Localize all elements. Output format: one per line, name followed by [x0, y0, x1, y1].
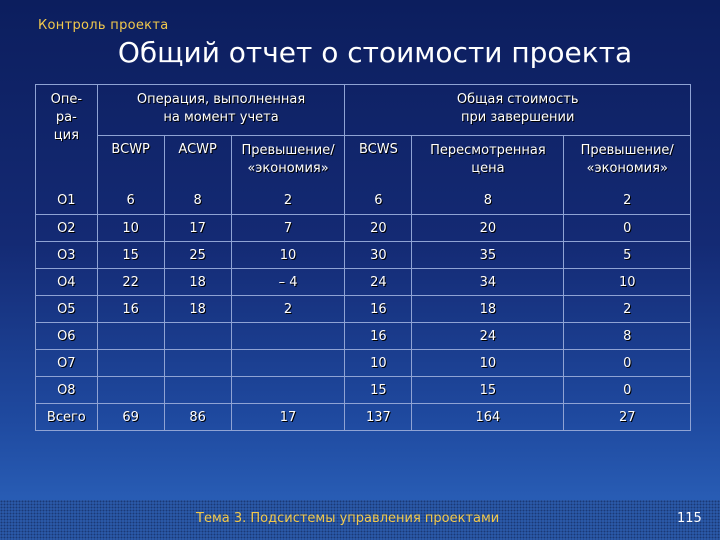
- table-cell: 164: [412, 404, 564, 431]
- table-cell: [231, 377, 345, 404]
- group-header-completed: Операция, выполненная на момент учета: [97, 85, 345, 136]
- table-cell: 27: [564, 404, 691, 431]
- table-cell: 8: [412, 178, 564, 215]
- table-cell: [231, 323, 345, 350]
- table-cell: [164, 323, 231, 350]
- table-cell: 15: [345, 377, 412, 404]
- cost-report-table: [35, 84, 691, 431]
- page-number: 115: [677, 511, 702, 526]
- table-cell: O7: [36, 350, 98, 377]
- table-cell: 8: [164, 178, 231, 215]
- table-cell: 15: [412, 377, 564, 404]
- table-cell: – 4: [231, 269, 345, 296]
- table-cell: O1: [36, 178, 98, 215]
- table-cell: 10: [564, 269, 691, 296]
- table-cell: Всего: [36, 404, 98, 431]
- table-cell: 69: [97, 404, 164, 431]
- table-cell: O3: [36, 242, 98, 269]
- table-cell: O2: [36, 215, 98, 242]
- table-row: [36, 350, 691, 377]
- table-cell: 2: [231, 296, 345, 323]
- table-cell: 17: [164, 215, 231, 242]
- table-cell: 0: [564, 215, 691, 242]
- table-cell: [164, 350, 231, 377]
- table-row: [36, 178, 691, 215]
- table-cell: 2: [564, 178, 691, 215]
- table-cell: [97, 377, 164, 404]
- table-cell: 17: [231, 404, 345, 431]
- table-row-total: [36, 404, 691, 431]
- table-cell: 30: [345, 242, 412, 269]
- table-cell: 16: [345, 323, 412, 350]
- group-header-total: Общая стоимость при завершении: [345, 85, 691, 136]
- table-cell: 16: [97, 296, 164, 323]
- table-cell: 7: [231, 215, 345, 242]
- table-cell: 24: [345, 269, 412, 296]
- table-cell: 2: [231, 178, 345, 215]
- table-cell: 24: [412, 323, 564, 350]
- table-cell: 15: [97, 242, 164, 269]
- table-cell: 6: [97, 178, 164, 215]
- table-cell: 18: [412, 296, 564, 323]
- page-title: Общий отчет о стоимости проекта: [117, 36, 633, 69]
- table-cell: 10: [231, 242, 345, 269]
- table-row: [36, 377, 691, 404]
- table-row: [36, 269, 691, 296]
- table-cell: 22: [97, 269, 164, 296]
- table-row: [36, 215, 691, 242]
- table-cell: 35: [412, 242, 564, 269]
- table-cell: 25: [164, 242, 231, 269]
- table-cell: 16: [345, 296, 412, 323]
- table-cell: 20: [345, 215, 412, 242]
- table-cell: 137: [345, 404, 412, 431]
- table-cell: [231, 350, 345, 377]
- table-cell: 10: [97, 215, 164, 242]
- table-cell: 0: [564, 350, 691, 377]
- table-cell: 34: [412, 269, 564, 296]
- table-cell: 8: [564, 323, 691, 350]
- table-cell: 18: [164, 269, 231, 296]
- col-header-bcwp: BCWP: [97, 136, 164, 179]
- col-header-variance-completed: Превышение/ «экономия»: [231, 136, 345, 179]
- table-cell: 6: [345, 178, 412, 215]
- table-cell: 10: [345, 350, 412, 377]
- table-cell: O4: [36, 269, 98, 296]
- col-header-variance-total: Превышение/ «экономия»: [564, 136, 691, 179]
- table-cell: 5: [564, 242, 691, 269]
- table-cell: 18: [164, 296, 231, 323]
- footer-topic: Тема 3. Подсистемы управления проектами: [196, 511, 500, 526]
- table-cell: [164, 377, 231, 404]
- col-header-acwp: ACWP: [164, 136, 231, 179]
- table-row: [36, 323, 691, 350]
- table-row: [36, 242, 691, 269]
- table-cell: 10: [412, 350, 564, 377]
- table-cell: O5: [36, 296, 98, 323]
- table-cell: 0: [564, 377, 691, 404]
- table-row: [36, 296, 691, 323]
- table-cell: 86: [164, 404, 231, 431]
- col-header-revised-price: Пересмотренная цена: [412, 136, 564, 179]
- table-cell: 2: [564, 296, 691, 323]
- table-cell: O6: [36, 323, 98, 350]
- table-cell: [97, 323, 164, 350]
- table-cell: [97, 350, 164, 377]
- section-label: Контроль проекта: [38, 18, 169, 33]
- col-header-bcws: BCWS: [345, 136, 412, 179]
- table-cell: 20: [412, 215, 564, 242]
- table-cell: O8: [36, 377, 98, 404]
- col-header-operation: Опе- ра- ция: [36, 85, 98, 179]
